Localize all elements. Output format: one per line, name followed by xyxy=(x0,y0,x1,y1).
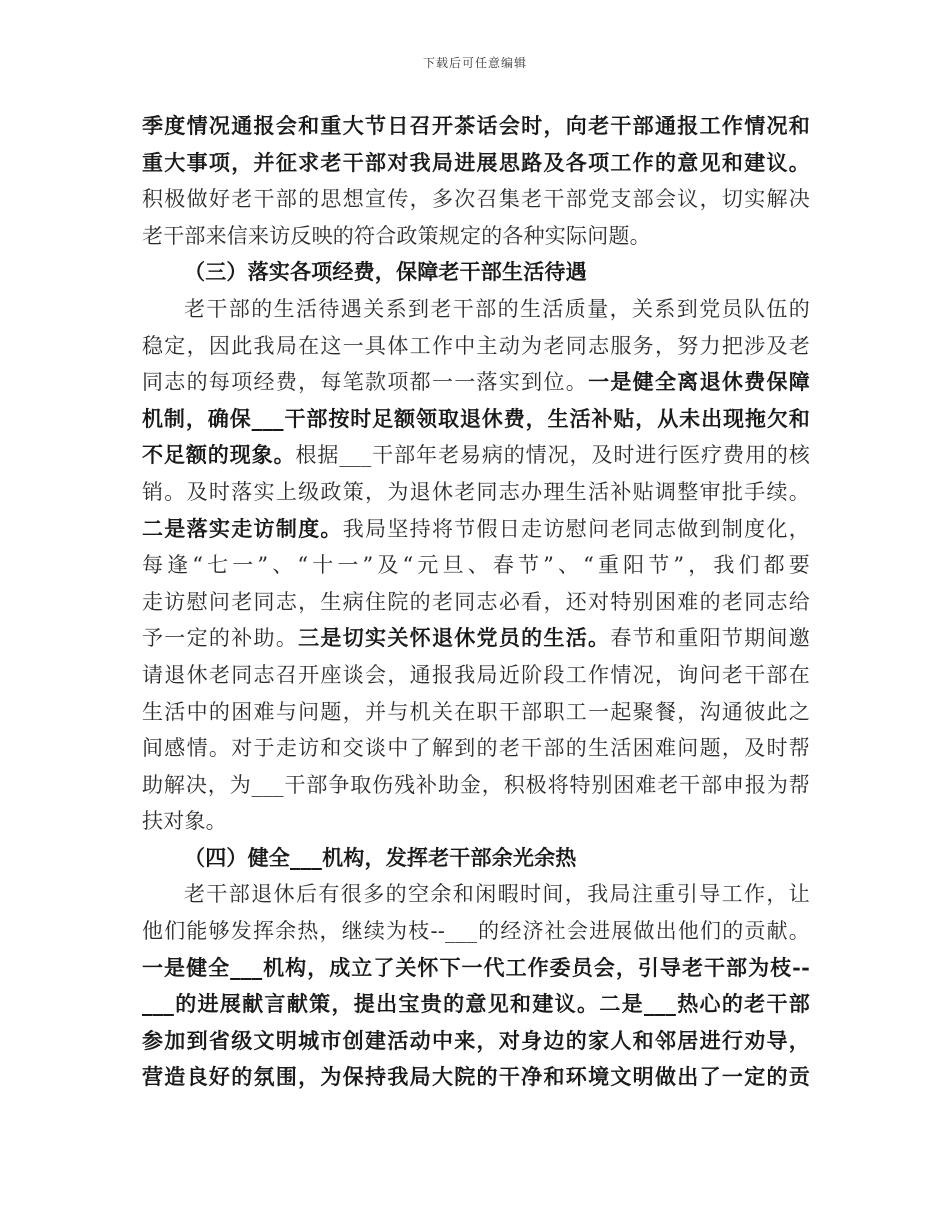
body-text: 每逢“七一”、“十一”及“元旦、春节”、“重阳节”，我们都要 xyxy=(142,553,810,578)
body-text: 扶对象。 xyxy=(142,809,227,834)
text-line xyxy=(142,474,810,511)
text-line xyxy=(142,328,810,365)
bold-text: 二是___热心的老干部 xyxy=(599,991,810,1017)
text-line xyxy=(142,803,810,840)
body-text: 请退休老同志召开座谈会，通报我局近阶段工作情况，询问老干部在 xyxy=(142,662,810,687)
text-line xyxy=(142,730,810,767)
text-line xyxy=(142,767,810,804)
body-text: 老干部来信来访反映的符合政策规定的各种实际问题。 xyxy=(142,223,651,248)
text-line xyxy=(142,1023,810,1060)
text-line xyxy=(142,950,810,987)
body-text: 走访慰问老同志，生病住院的老同志必看，还对特别困难的老同志给 xyxy=(142,589,810,614)
text-line xyxy=(142,511,810,548)
body-text: 予一定的补助。 xyxy=(142,626,299,651)
body-text: 他们能够发挥余热，继续为枝--___的经济社会进展做出他们的贡献。 xyxy=(142,919,810,944)
text-line xyxy=(142,291,810,328)
body-text: 同志的每项经费，每笔款项都一一落实到位。 xyxy=(142,370,589,395)
bold-text: （三）落实各项经费，保障老干部生活待遇 xyxy=(184,259,587,285)
bold-text: （四）健全___机构，发挥老干部余光余热 xyxy=(184,844,577,870)
bold-text: 营造良好的氛围，为保持我局大院的干净和环境文明做出了一定的贡 xyxy=(142,1064,810,1090)
text-line xyxy=(142,620,810,657)
text-line xyxy=(142,694,810,731)
body-text: 助解决，为___干部争取伤残补助金，积极将特别困难老干部申报为帮 xyxy=(142,772,810,797)
text-line xyxy=(142,584,810,621)
text-line xyxy=(142,657,810,694)
section-heading xyxy=(142,254,810,291)
text-line xyxy=(142,401,810,438)
bold-text: 不足额的现象。 xyxy=(142,442,296,468)
bold-text: 三是切实关怀退休党员的生活。 xyxy=(298,625,611,651)
text-line xyxy=(142,913,810,950)
body-text: 老干部的生活待遇关系到老干部的生活质量，关系到党员队伍的 xyxy=(184,296,810,321)
text-line xyxy=(142,437,810,474)
bold-text: 机制，确保___干部按时足额领取退休费，生活补贴，从未出现拖欠和 xyxy=(142,405,810,431)
text-line xyxy=(142,108,810,145)
bold-text: 一是健全离退休费保障 xyxy=(588,369,810,395)
body-text: 积极做好老干部的思想宣传，多次召集老干部党支部会议，切实解决 xyxy=(142,187,810,212)
bold-text: 参加到省级文明城市创建活动中来，对身边的家人和邻居进行劝导， xyxy=(142,1027,810,1053)
section-heading xyxy=(142,840,810,877)
page-header: 下载后可任意编辑 xyxy=(422,56,527,70)
bold-text: 二是落实走访制度。 xyxy=(142,515,343,541)
bold-text: ___的进展献言献策，提出宝贵的意见和建议。 xyxy=(142,991,600,1017)
body-text: 销。及时落实上级政策，为退休老同志办理生活补贴调整审批手续。 xyxy=(142,479,810,504)
document-body xyxy=(142,108,810,1096)
bold-text: 季度情况通报会和重大节日召开茶话会时，向老干部通报工作情况和 xyxy=(142,113,810,138)
body-text: 我局坚持将节假日走访慰问老同志做到制度化， xyxy=(342,516,810,541)
body-text: 根据___干部年老易病的情况，及时进行医疗费用的核 xyxy=(295,443,810,468)
text-line xyxy=(142,547,810,584)
bold-text: 一是健全___机构，成立了关怀下一代工作委员会，引导老干部为枝-- xyxy=(142,954,810,980)
body-text: 春节和重阳节期间邀 xyxy=(610,626,810,651)
text-line xyxy=(142,876,810,913)
bold-text: 重大事项，并征求老干部对我局进展思路及各项工作的意见和建议。 xyxy=(142,149,810,175)
body-text: 生活中的困难与问题，并与机关在职干部职工一起聚餐，沟通彼此之 xyxy=(142,699,810,724)
text-line xyxy=(142,218,810,255)
text-line xyxy=(142,986,810,1023)
body-text: 老干部退休后有很多的空余和闲暇时间，我局注重引导工作，让 xyxy=(184,882,810,907)
text-line xyxy=(142,1059,810,1096)
text-line xyxy=(142,181,810,218)
body-text: 间感情。对于走访和交谈中了解到的老干部的生活困难问题，及时帮 xyxy=(142,736,810,761)
body-text: 稳定，因此我局在这一具体工作中主动为老同志服务，努力把涉及老 xyxy=(142,333,810,358)
text-line xyxy=(142,364,810,401)
text-line xyxy=(142,145,810,182)
